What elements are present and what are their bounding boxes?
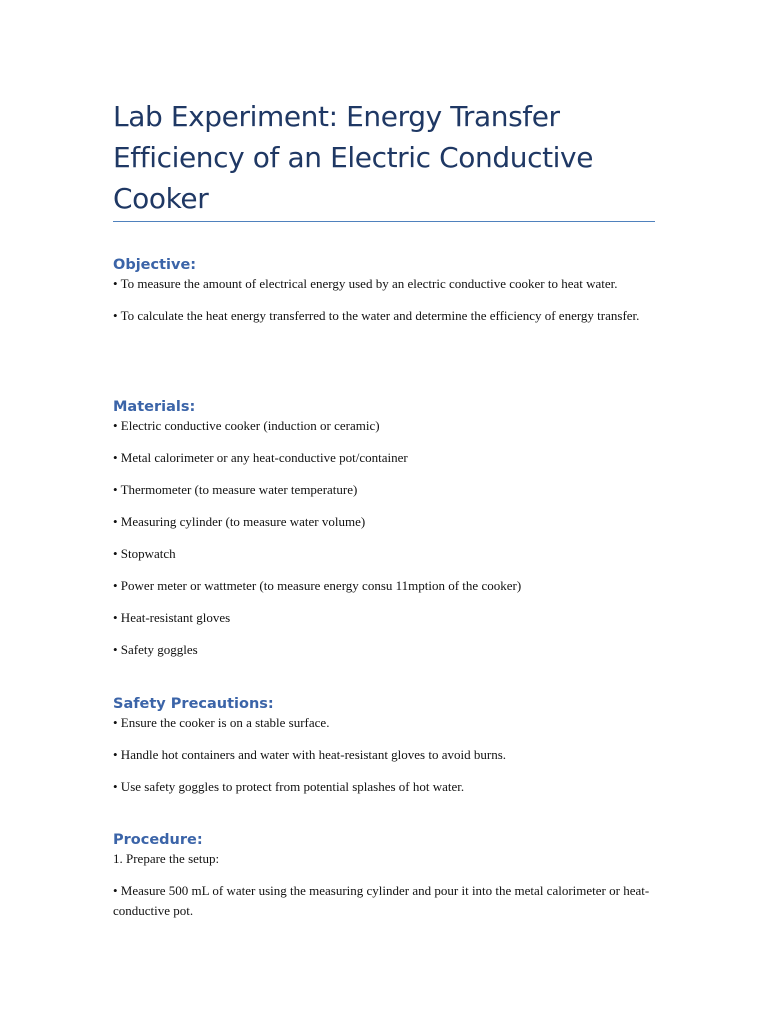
materials-item: • Measuring cylinder (to measure water volume): [113, 514, 366, 529]
objective-item: • To calculate the heat energy transferred to the water and determine the efficiency of energy transfer.: [113, 308, 640, 323]
objective-heading: Objective:: [113, 257, 197, 273]
materials-heading: Materials:: [113, 399, 196, 415]
materials-item: • Heat-resistant gloves: [113, 610, 231, 625]
safety-item: • Handle hot containers and water with heat-resistant gloves to avoid burns.: [113, 747, 507, 762]
procedure-item: 1. Prepare the setup:: [113, 851, 220, 866]
title-underline: [113, 221, 655, 222]
materials-item: • Thermometer (to measure water temperature): [113, 482, 358, 497]
procedure-section: [113, 831, 655, 920]
document-title: Lab Experiment: Energy Transfer Efficiency of an Electric Conductive Cooker: [113, 100, 594, 215]
materials-item: • Electric conductive cooker (induction or ceramic): [113, 418, 380, 433]
materials-section: [113, 398, 655, 660]
safety-item: • Use safety goggles to protect from potential splashes of hot water.: [113, 779, 465, 794]
materials-item: • Power meter or wattmeter (to measure energy consu 11mption of the cooker): [113, 578, 522, 593]
materials-item: • Safety goggles: [113, 642, 198, 657]
procedure-item: • Measure 500 mL of water using the measuring cylinder and pour it into the metal calorimeter or heat-conductive pot.: [113, 883, 650, 918]
objective-item: • To measure the amount of electrical energy used by an electric conductive cooker to heat water.: [113, 276, 618, 291]
safety-item: • Ensure the cooker is on a stable surface.: [113, 715, 330, 730]
procedure-heading: Procedure:: [113, 832, 203, 848]
materials-item: • Metal calorimeter or any heat-conductive pot/container: [113, 450, 408, 465]
safety-section: [113, 695, 655, 797]
safety-heading: Safety Precautions:: [113, 696, 274, 712]
objective-section: [113, 256, 655, 326]
materials-item: • Stopwatch: [113, 546, 176, 561]
